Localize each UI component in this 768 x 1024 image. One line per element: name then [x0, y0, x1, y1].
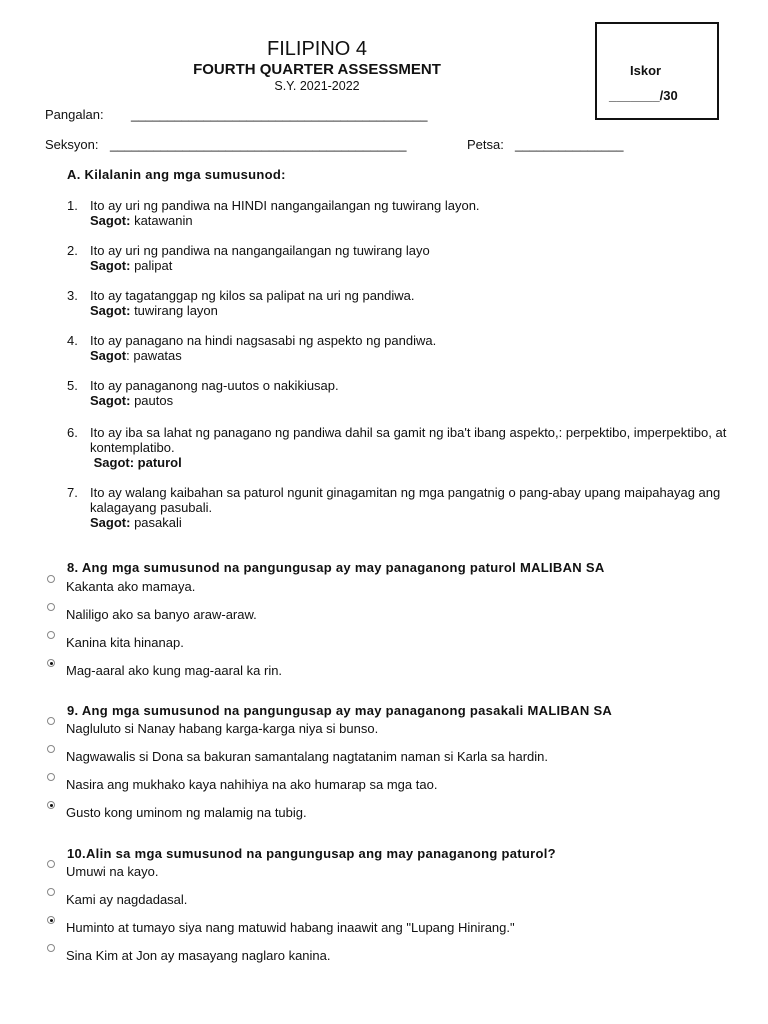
section-field[interactable]: _________________________________________: [110, 137, 407, 152]
item-text: Ito ay panagano na hindi nagsasabi ng aspekto ng pandiwa.: [90, 333, 437, 348]
item-answer: [90, 515, 747, 530]
item-number: 6.: [67, 425, 78, 440]
answer-value: pasakali: [130, 515, 182, 530]
answer-label: Sagot:: [90, 258, 131, 273]
option-label: Sina Kim at Jon ay masayang naglaro kanina.: [66, 948, 331, 963]
answer-label: Sagot: [90, 348, 127, 363]
question-8-option-4[interactable]: [47, 663, 282, 678]
option-label: Umuwi na kayo.: [66, 864, 159, 879]
answer-value: pautos: [130, 393, 174, 408]
school-year: S.Y. 2021-2022: [274, 79, 360, 93]
option-label: Gusto kong uminom ng malamig na tubig.: [66, 805, 307, 820]
question-8-option-3[interactable]: [47, 635, 184, 650]
item-answer: [90, 348, 747, 363]
item-number: 1.: [67, 198, 78, 213]
answer-value: tuwirang layon: [130, 303, 218, 318]
item-answer: [90, 258, 747, 273]
radio-button[interactable]: [47, 575, 55, 583]
item-number: 2.: [67, 243, 78, 258]
identification-item: [67, 485, 747, 530]
question-9-option-1[interactable]: [47, 721, 378, 736]
item-answer: [90, 455, 747, 470]
identification-item: [67, 198, 747, 228]
item-number: 7.: [67, 485, 78, 500]
date-field[interactable]: _______________: [515, 137, 624, 152]
identification-item: [67, 378, 747, 408]
answer-label: Sagot:: [90, 515, 131, 530]
name-field[interactable]: _________________________________________: [131, 107, 428, 122]
answer-label: Sagot:: [90, 213, 131, 228]
answer-label: Sagot:: [90, 303, 131, 318]
radio-button[interactable]: [47, 860, 55, 868]
option-label: Kanina kita hinanap.: [66, 635, 184, 650]
identification-item: [67, 333, 747, 363]
question-9-option-2[interactable]: [47, 749, 548, 764]
radio-button[interactable]: [47, 631, 55, 639]
question-9-heading: 9. Ang mga sumusunod na pangungusap ay may panaganong pasakali MALIBAN SA: [67, 703, 613, 718]
score-label: Iskor: [630, 63, 662, 78]
option-label: Nagwawalis si Dona sa bakuran samantalang nagtatanim naman si Karla sa hardin.: [66, 749, 548, 764]
question-10-option-3[interactable]: [47, 920, 515, 935]
question-8-option-1[interactable]: [47, 579, 195, 594]
option-label: Kami ay nagdadasal.: [66, 892, 188, 907]
radio-button[interactable]: [47, 717, 55, 725]
assessment-subtitle: FOURTH QUARTER ASSESSMENT: [193, 61, 441, 78]
radio-button-selected[interactable]: [47, 801, 55, 809]
option-label: Mag-aaral ako kung mag-aaral ka rin.: [66, 663, 283, 678]
option-label: Naliligo ako sa banyo araw-araw.: [66, 607, 257, 622]
item-answer: [90, 213, 747, 228]
identification-item: [67, 425, 747, 470]
radio-button[interactable]: [47, 888, 55, 896]
question-10-option-4[interactable]: [47, 948, 331, 963]
option-label: Nagluluto si Nanay habang karga-karga niya si bunso.: [66, 721, 379, 736]
radio-button[interactable]: [47, 603, 55, 611]
identification-item: [67, 288, 747, 318]
item-text: Ito ay uri ng pandiwa na HINDI nangangailangan ng tuwirang layon.: [90, 198, 480, 213]
answer-value: : pawatas: [126, 348, 182, 363]
name-label: Pangalan:: [45, 107, 104, 122]
item-number: 3.: [67, 288, 78, 303]
option-label: Nasira ang mukhako kaya nahihiya na ako humarap sa mga tao.: [66, 777, 438, 792]
question-8-heading: 8. Ang mga sumusunod na pangungusap ay may panaganong paturol MALIBAN SA: [67, 560, 605, 575]
section-a-heading: A. Kilalanin ang mga sumusunod:: [67, 167, 286, 182]
radio-button[interactable]: [47, 944, 55, 952]
question-10-option-1[interactable]: [47, 864, 158, 879]
item-answer: [90, 393, 747, 408]
answer-label: Sagot: paturol: [90, 455, 182, 470]
date-label: Petsa:: [467, 137, 504, 152]
radio-button[interactable]: [47, 745, 55, 753]
radio-button[interactable]: [47, 773, 55, 781]
item-text: Ito ay tagatanggap ng kilos sa palipat na uri ng pandiwa.: [90, 288, 415, 303]
radio-button-selected[interactable]: [47, 916, 55, 924]
item-answer: [90, 303, 747, 318]
item-text: Ito ay uri ng pandiwa na nangangailangan ng tuwirang layo: [90, 243, 430, 258]
page-title: FILIPINO 4: [266, 38, 368, 60]
item-text: Ito ay panaganong nag-uutos o nakikiusap.: [90, 378, 339, 393]
section-label: Seksyon:: [45, 137, 99, 152]
item-text: Ito ay iba sa lahat ng panagano ng pandiwa dahil sa gamit ng iba't ibang aspekto,: perpektibo, imperpektibo, at kontemplatibo.: [90, 425, 727, 455]
identification-item: [67, 243, 747, 273]
item-text: Ito ay walang kaibahan sa paturol ngunit ginagamitan ng mga pangatnig o pang-abay upang maipahayag ang kalagayang pasubali.: [90, 485, 721, 515]
question-10-option-2[interactable]: [47, 892, 187, 907]
question-9-option-4[interactable]: [47, 805, 307, 820]
answer-value: palipat: [130, 258, 173, 273]
option-label: Huminto at tumayo siya nang matuwid habang inaawit ang "Lupang Hinirang.": [66, 920, 515, 935]
item-number: 4.: [67, 333, 78, 348]
question-10-heading: 10.Alin sa mga sumusunod na pangungusap ang may panaganong paturol?: [67, 846, 556, 861]
answer-value: katawanin: [130, 213, 193, 228]
item-number: 5.: [67, 378, 78, 393]
option-label: Kakanta ako mamaya.: [66, 579, 196, 594]
radio-button-selected[interactable]: [47, 659, 55, 667]
answer-label: Sagot:: [90, 393, 131, 408]
question-8-option-2[interactable]: [47, 607, 257, 622]
question-9-option-3[interactable]: [47, 777, 437, 792]
score-value: _______/30: [609, 88, 678, 103]
